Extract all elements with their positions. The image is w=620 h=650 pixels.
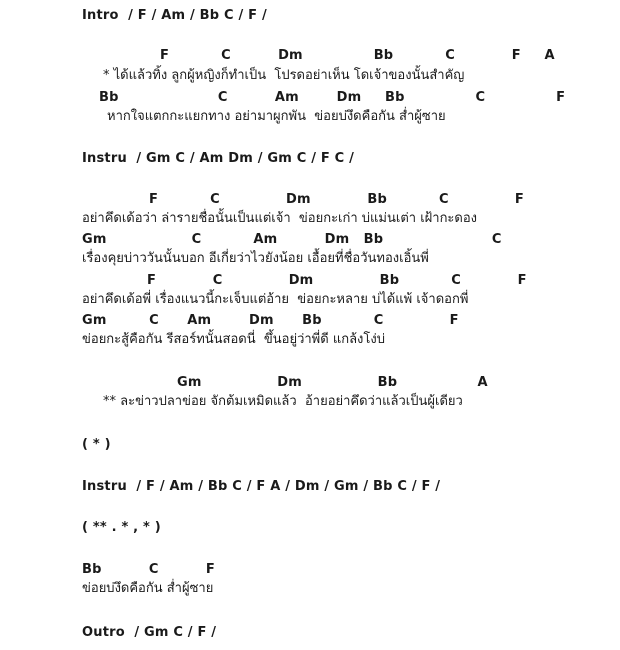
chord-line: Bb C F	[82, 562, 215, 577]
chord-line: Gm C Am Dm Bb C	[82, 232, 502, 247]
instru-line: Instru / F / Am / Bb C / F A / Dm / Gm / Bb C / F /	[82, 479, 441, 494]
chord-line: Gm Dm Bb A	[177, 375, 488, 390]
lyric-line: หากใจแตกกะแยกทาง อย่ามาผูกพัน ข่อยบ่งึดคือกัน ส่ำผู้ซาย	[107, 109, 446, 124]
repeat-marker: ( ** . * , * )	[82, 520, 161, 535]
chord-line: F C Dm Bb C F	[149, 192, 524, 207]
chord-line: Gm C Am Dm Bb C F	[82, 313, 459, 328]
lyric-line: อย่าคึดเด้อว่า ล่ารายชื่อนั้นเป็นแต่เจ้า ข่อยกะเก่า บ่แม่นเต่า เฝ้ากะดอง	[82, 211, 478, 226]
chord-line: F C Dm Bb C F	[147, 273, 527, 288]
instru-line: Instru / Gm C / Am Dm / Gm C / F C /	[82, 151, 355, 166]
lyric-line: เรื่องคุยบ่าววันนั้นบอก อีเกี่ยว่าไวยังน้อย เอื้อยที่ชื่อวันทองเอิ้นพี่	[82, 251, 429, 266]
repeat-marker: ( * )	[82, 437, 111, 452]
lyric-line: ** ละข่าวปลาข่อย จักต้มเหมิดแล้ว อ้ายอย่าคึดว่าแล้วเป็นผู้เดียว	[103, 394, 463, 409]
outro-line: Outro / Gm C / F /	[82, 625, 217, 640]
lyric-line: * ได้แล้วทิ้ง ลูกผู้หญิงก็ทำเป็น โปรดอย่าเห็น โดเจ้าของนั้นสำคัญ	[103, 68, 465, 83]
lyric-line: ข่อยบ่งึดคือกัน ส่ำผู้ซาย	[82, 581, 214, 596]
chord-line: Bb C Am Dm Bb C F	[99, 90, 566, 105]
intro-line: Intro / F / Am / Bb C / F /	[82, 8, 267, 23]
lyric-line: ข่อยกะสู้คือกัน รีสอร์ทนั้นสอดนี่ ขึ้นอยู่ว่าพี่ดี แกล้งโง่บ่	[82, 332, 385, 347]
lyric-line: อย่าคึดเด้อพี่ เรื่องแนวนี้กะเจ็บแต่อ้าย ข่อยกะหลาย บ่ได้แพ้ เจ้าดอกพี่	[82, 292, 469, 307]
chord-line: F C Dm Bb C F A	[160, 48, 555, 63]
